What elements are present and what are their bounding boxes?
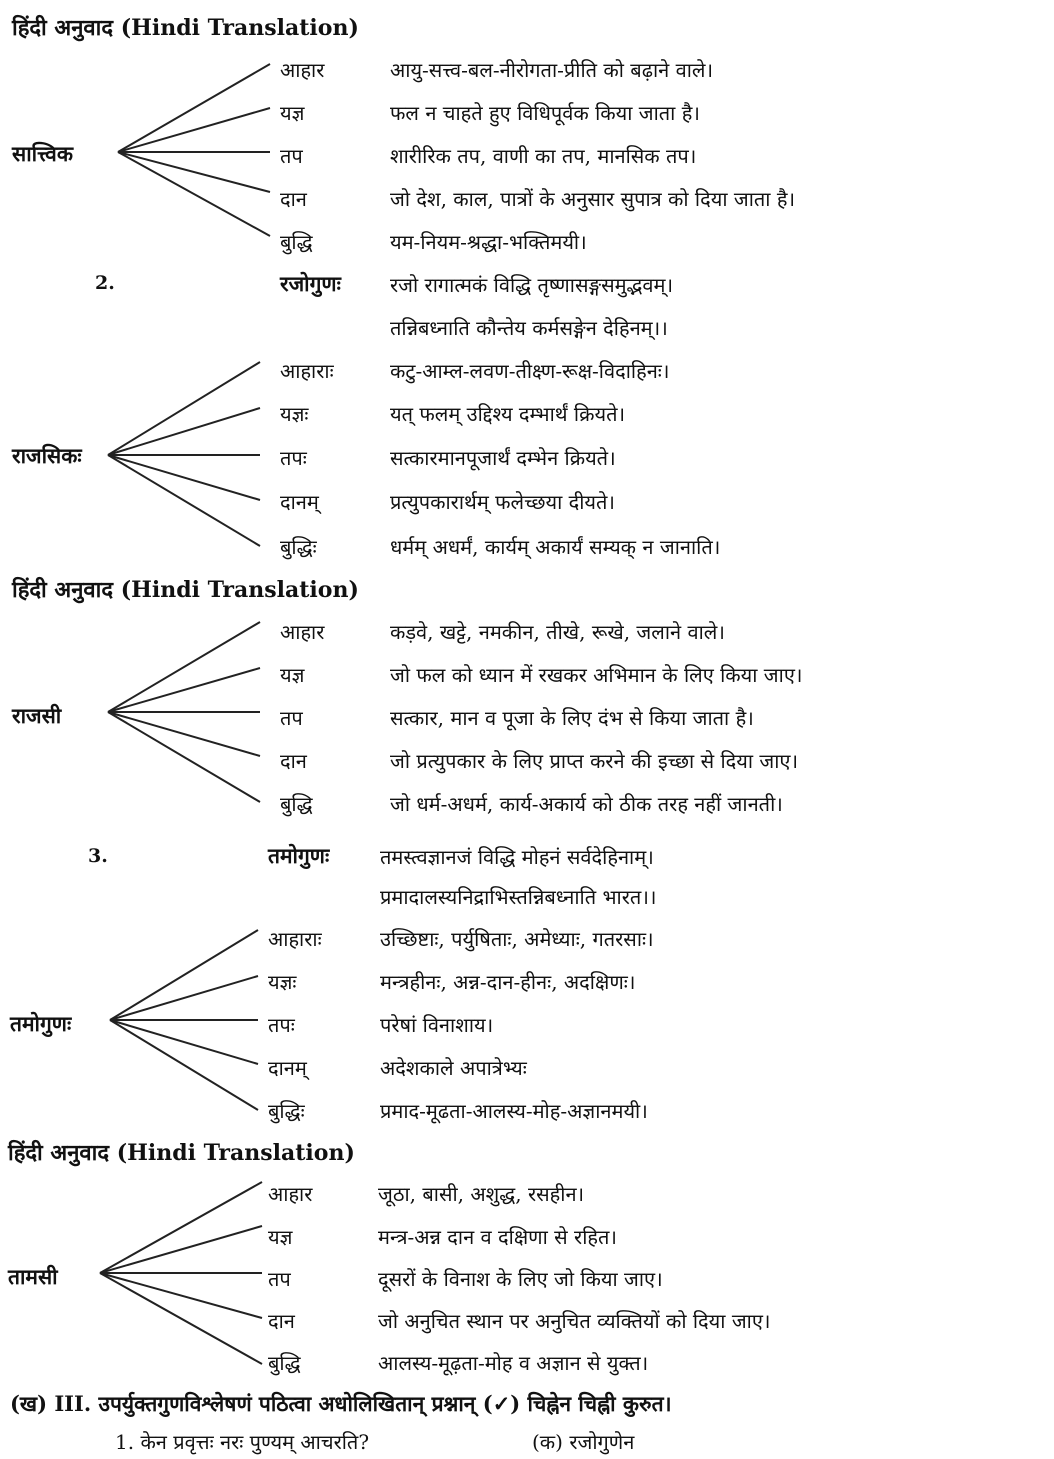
rajasika-branch-label: आहाराः [280,359,334,383]
tamasi-branch-text: दूसरों के विनाश के लिए जो किया जाए। [378,1267,663,1291]
tamoguna-root-label: तमोगुणः [10,1011,72,1036]
tamoguna-branch-label: बुद्धिः [268,1099,305,1123]
rajasika-root-label: राजसिकः [12,443,82,468]
tamoguna-branch-label: यज्ञः [268,970,297,994]
question-1-option-a[interactable]: (क) रजोगुणेन [532,1430,635,1454]
rajasika-branch-label: तपः [280,446,307,470]
sattvik-branch-text: जो देश, काल, पात्रों के अनुसार सुपात्र को दिया जाता है। [390,187,796,211]
tamasi-branch-text: आलस्य-मूढ़ता-मोह व अज्ञान से युक्त। [378,1351,649,1375]
tamoguna-branch-text: परेषां विनाशाय। [380,1013,494,1037]
verse-number: 2. [95,272,115,294]
sattvik-branch-label: दान [280,187,307,211]
sattvik-branch-label: यज्ञ [280,101,305,125]
rajasika-branch-text: सत्कारमानपूजार्थं दम्भेन क्रियते। [390,446,616,470]
rajasi-branch-text: जो धर्म-अधर्म, कार्य-अकार्य को ठीक तरह नहीं जानती। [390,792,783,816]
rajasika-branch-label: यज्ञः [280,402,309,426]
rajasika-branch-text: प्रत्युपकारार्थम् फलेच्छया दीयते। [390,490,616,514]
rajasi-branch-text: सत्कार, मान व पूजा के लिए दंभ से किया जाता है। [390,706,754,730]
tamasi-branch-label: आहार [268,1182,313,1206]
tamoguna-branch-text: उच्छिष्टाः, पर्युषिताः, अमेध्याः, गतरसाः। [380,927,654,951]
sattvik-branch-text: आयु-सत्त्व-बल-नीरोगता-प्रीति को बढ़ाने वाले। [390,58,714,82]
rajasika-branch-text: कटु-आम्ल-लवण-तीक्ष्ण-रूक्ष-विदाहिनः। [390,359,670,383]
sattvik-branch-text: यम-नियम-श्रद्धा-भक्तिमयी। [390,230,587,254]
tamasi-branch-text: जूठा, बासी, अशुद्ध, रसहीन। [378,1182,585,1206]
verse-line-1: तमस्त्वज्ञानजं विद्धि मोहनं सर्वदेहिनाम्। [380,845,654,869]
tamasi-root-label: तामसी [8,1264,58,1289]
section-heading-hindi-translation-3: हिंदी अनुवाद (Hindi Translation) [8,1140,355,1166]
sattvik-branch-text: फल न चाहते हुए विधिपूर्वक किया जाता है। [390,101,700,125]
rajasi-root-label: राजसी [12,703,62,728]
section-heading-hindi-translation-1: हिंदी अनुवाद (Hindi Translation) [12,15,359,41]
verse-number: 3. [88,845,108,867]
tamoguna-branch-label: तपः [268,1013,295,1037]
tamoguna-branch-text: अदेशकाले अपात्रेभ्यः [380,1056,527,1080]
sattvik-root-label: सात्त्विक [12,141,73,166]
verse-line-1: रजो रागात्मकं विद्धि तृष्णासङ्गसमुद्भवम्। [390,273,674,297]
rajasika-branch-text: धर्मम् अधर्मं, कार्यम् अकार्यं सम्यक् न जानाति। [390,535,721,559]
guna-name: तमोगुणः [268,843,330,868]
rajasi-branch-label: बुद्धि [280,792,313,816]
tamasi-branch-label: तप [268,1267,291,1291]
rajasika-branch-label: बुद्धिः [280,535,317,559]
tamasi-branch-text: जो अनुचित स्थान पर अनुचित व्यक्तियों को दिया जाए। [378,1309,771,1333]
tamasi-branch-text: मन्त्र-अन्न दान व दक्षिणा से रहित। [378,1225,618,1249]
tamoguna-branch-label: दानम् [268,1056,307,1080]
rajasi-branch-label: दान [280,749,307,773]
sattvik-branch-label: आहार [280,58,325,82]
tamasi-branch-label: बुद्धि [268,1351,301,1375]
sattvik-branch-label: तप [280,144,303,168]
tamoguna-branch-label: आहाराः [268,927,322,951]
sattvik-branch-label: बुद्धि [280,230,313,254]
verse-line-2: प्रमादालस्यनिद्राभिस्तन्निबध्नाति भारत।। [380,885,657,909]
tamasi-branch-label: दान [268,1309,295,1333]
rajasi-branch-text: जो प्रत्युपकार के लिए प्राप्त करने की इच्छा से दिया जाए। [390,749,799,773]
tamoguna-branch-text: प्रमाद-मूढता-आलस्य-मोह-अज्ञानमयी। [380,1099,648,1123]
guna-name: रजोगुणः [280,271,341,296]
question-1: 1. केन प्रवृत्तः नरः पुण्यम् आचरति? [115,1430,370,1454]
tamoguna-branch-text: मन्त्रहीनः, अन्न-दान-हीनः, अदक्षिणः। [380,970,636,994]
rajasi-branch-text: जो फल को ध्यान में रखकर अभिमान के लिए किया जाए। [390,663,803,687]
section-heading-hindi-translation-2: हिंदी अनुवाद (Hindi Translation) [12,577,359,603]
rajasi-branch-label: यज्ञ [280,663,305,687]
verse-line-2: तन्निबध्नाति कौन्तेय कर्मसङ्गेन देहिनम्।। [390,316,668,340]
rajasi-branch-label: आहार [280,620,325,644]
rajasi-branch-label: तप [280,706,303,730]
question-section-heading: (ख) III. उपर्युक्तगुणविश्लेषणं पठित्वा अधोलिखितान् प्रश्नान् (✓) चिह्नेन चिह्नी कुरुत। [10,1391,672,1416]
rajasika-branch-label: दानम् [280,490,319,514]
rajasi-branch-text: कड़वे, खट्टे, नमकीन, तीखे, रूखे, जलाने वाले। [390,620,725,644]
rajasika-branch-text: यत् फलम् उद्दिश्य दम्भार्थं क्रियते। [390,402,626,426]
tamasi-branch-label: यज्ञ [268,1225,293,1249]
sattvik-branch-text: शारीरिक तप, वाणी का तप, मानसिक तप। [390,144,697,168]
